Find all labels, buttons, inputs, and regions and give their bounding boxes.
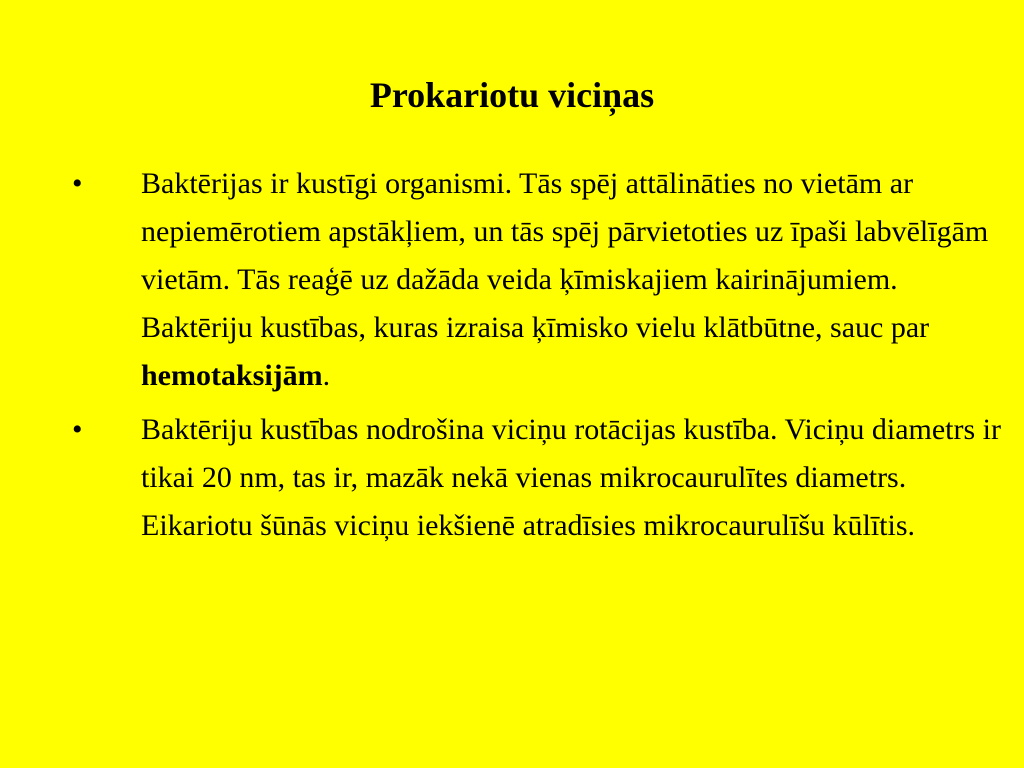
bullet-item-chemotaxis	[0, 160, 1024, 400]
bullet-text-end: .	[322, 359, 331, 392]
bullet-marker: •	[72, 167, 83, 200]
bullet-text: Baktēriju kustības nodrošina viciņu rotācijas kustība. Viciņu diametrs ir tikai 20 nm, tas ir, mazāk nekā vienas mikrocaurulītes diametrs. Eikariotu šūnās viciņu iekšienē atradīsies mikrocaurulīšu kūlītis.	[141, 413, 1001, 542]
bullet-list	[0, 160, 1024, 556]
bullet-text-main: Baktērijas ir kustīgi organismi. Tās spēj attālināties no vietām ar nepiemērotiem apstākļiem, un tās spēj pārvietoties uz īpaši labvēlīgām vietām. Tās reaģē uz dažāda veida ķīmiskajiem kairinājumiem. Baktēriju kustības, kuras izraisa ķīmisko vielu klātbūtne, sauc par	[141, 167, 989, 344]
bold-term: hemotaksijām	[141, 359, 323, 392]
bullet-text	[141, 160, 1001, 400]
bullet-marker: •	[72, 413, 83, 446]
slide-title: Prokariotu viciņas	[369, 75, 655, 115]
bullet-item-flagella-rotation	[0, 406, 1024, 550]
